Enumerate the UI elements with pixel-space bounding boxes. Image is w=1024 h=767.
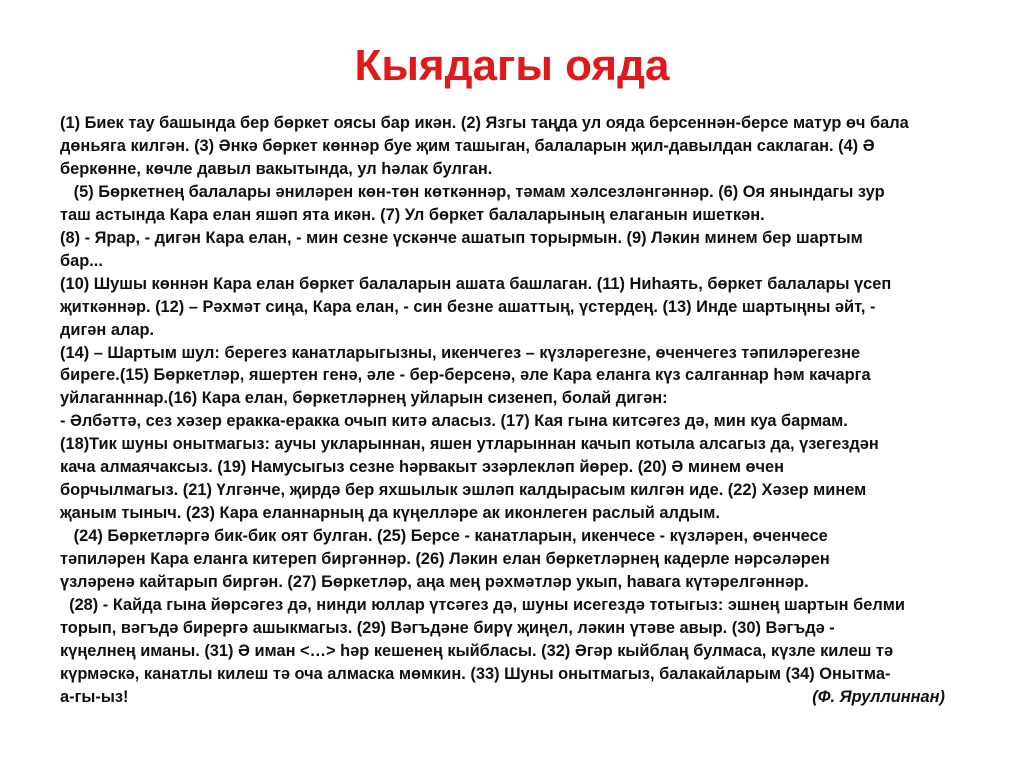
text-line: (10) Шушы көннән Кара елан бөркет балаларын ашата башлаган. (11) Ниһаять, бөркет балалары үсеп: [60, 274, 892, 293]
text-line: бар...: [60, 251, 103, 270]
text-line: җиткәннәр. (12) – Рәхмәт сиңа, Кара елан, - син безне ашаттың, үстердең. (13) Инде шартыңны әйт, -: [60, 297, 876, 316]
text-line: дигән алар.: [60, 320, 155, 339]
text-line: кача алмаячаксыз. (19) Намусыгыз сезне һәрвакыт эзәрлекләп йөрер. (20) Ә минем өчен: [60, 458, 785, 477]
text-line: - Әлбәттә, сез хәзер еракка-еракка очып китә аласыз. (17) Кая гына китсәгез дә, мин куа бармам.: [60, 412, 848, 431]
slide-title: Кыядагы ояда: [354, 41, 670, 90]
text-line: биреге.(15) Бөркетләр, яшертен генә, әле - бер-берсенә, әле Кара еланга күз салганнар һәм качарга: [60, 366, 871, 385]
text-line: беркөнне, көчле давыл вакытында, ул һәлак булган.: [60, 159, 493, 178]
text-line: уйлаганннар.(16) Кара елан, бөркетләрнең уйларын сизенеп, болай дигән:: [60, 389, 668, 408]
text-line: (18)Тик шуны онытмагыз: аучы укларыннан, яшен утларыннан качып котыла алсагыз да, үзегездән: [60, 435, 879, 454]
text-line: (1) Биек тау башында бер бөркет оясы бар икән. (2) Язгы таңда ул ояда берсеннән-берсе матур өч бала: [60, 114, 909, 132]
story-text: [60, 112, 965, 709]
text-line: тәпиләрен Кара еланга китереп биргәннәр. (26) Ләкин елан бөркетләрнең кадерле нәрсәләрен: [60, 550, 830, 569]
text-line: (28) - Кайда гына йөрсәгез дә, нинди юллар үтсәгез дә, шуны исегездә тотыгыз: эшнең шартын белми: [60, 596, 905, 615]
text-line: дөньяга килгән. (3) Әнкә бөркет көннәр буе җим ташыган, балаларын җил-давылдан саклаган. (4) Ә: [60, 136, 875, 155]
text-line: таш астында Кара елан яшәп ята икән. (7) Ул бөркет балаларының елаганын ишеткән.: [60, 205, 765, 224]
text-line: җаным тыныч. (23) Кара еланнарның да күңелләре ак иконлеген раслый алдым.: [60, 504, 720, 523]
text-line: үзләренә кайтарып биргән. (27) Бөркетләр, аңа мең рәхмәтләр укып, һавага күтәрелгәннәр.: [60, 573, 809, 592]
text-line: (5) Бөркетнең балалары әниләрен көн-төн көткәннәр, тәмам хәлсезләнгәннәр. (6) Оя янындагы зур: [60, 182, 885, 201]
text-line: (24) Бөркетләргә бик-бик оят булган. (25) Берсе - канатларын, икенчесе - күзләрен, өченчесе: [60, 527, 828, 546]
text-line: (8) - Ярар, - дигән Кара елан, - мин сезне үскәнче ашатып торырмын. (9) Ләкин минем бер шартым: [60, 228, 863, 247]
text-line: күрмәскә, канатлы килеш тә оча алмаска мөмкин. (33) Шуны онытмагыз, балакайларым (34) Онытма-: [60, 664, 891, 683]
text-line: торып, вәгъдә бирергә ашыкмагыз. (29) Вәгъдәне бирү җиңел, ләкин үтәве авыр. (30) Вәгъдә -: [60, 618, 835, 637]
text-line: (14) – Шартым шул: берегез канатларыгызны, икенчегез – күзләрегезне, өченчегез тәпиләрегезне: [60, 343, 861, 362]
author-attribution: (Ф. Яруллиннан): [812, 687, 945, 706]
text-line: борчылмагыз. (21) Үлгәнче, җирдә бер яхшылык эшләп калдырасым килгән иде. (22) Хәзер минем: [60, 481, 867, 500]
text-line: а-гы-ыз!: [60, 687, 129, 706]
text-line: күңелнең иманы. (31) Ә иман <…> һәр кешенең кыйбласы. (32) Әгәр кыйблаң булмаса, күзле килеш тә: [60, 641, 894, 660]
final-line: [60, 686, 965, 709]
